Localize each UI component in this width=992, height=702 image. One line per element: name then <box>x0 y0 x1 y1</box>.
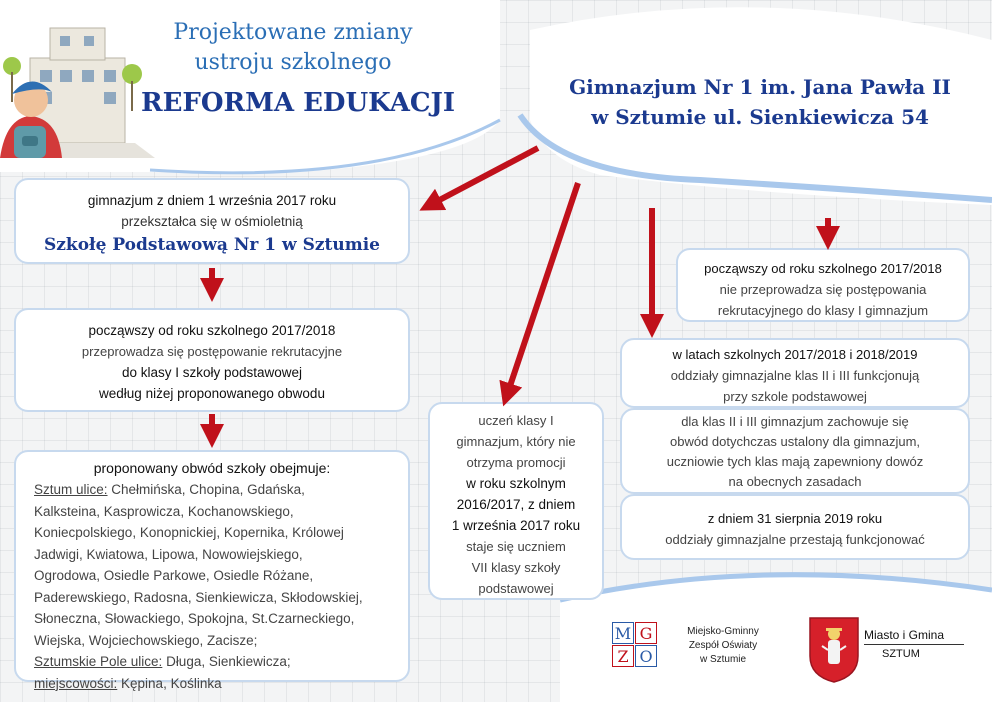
box3-street-line: Kalksteina, Kasprowicza, Kochanowskiego, <box>34 503 294 519</box>
org-line2: Zespół Oświaty <box>688 640 758 651</box>
title-line-1: Projektowane zmiany <box>173 20 413 45</box>
mid-line8: VII klasy szkoły <box>471 560 561 575</box>
mid-line7: staje się uczniem <box>466 539 566 554</box>
box3-pole-streets: Długa, Sienkiewicza; <box>162 654 291 669</box>
mgzo-letter: G <box>635 622 657 644</box>
box2-line3: do klasy I szkoły podstawowej <box>121 365 303 380</box>
box2-line2: przeprowadza się postępowanie rekrutacyjne <box>81 344 343 359</box>
mid-line2: gimnazjum, który nie <box>456 434 576 449</box>
box3-street-line: Koniecpolskiego, Konopnickiej, Kopernika, Królowej <box>34 525 344 540</box>
box1-line1: gimnazjum z dniem 1 września 2017 roku <box>87 193 337 208</box>
mid-line4: w roku szkolnym <box>466 476 566 491</box>
r3-line1: dla klas II i III gimnazjum zachowuje się <box>681 414 909 429</box>
city-line1: Miasto i Gmina <box>864 626 964 645</box>
box2-line4: według niżej proponowanego obwodu <box>99 386 325 401</box>
title-line-2: ustroju szkolnego <box>194 50 392 75</box>
r1-line2: nie przeprowadza się postępowania <box>719 282 927 297</box>
box3-label-sztum: Sztum ulice: <box>34 482 108 497</box>
mid-line9: podstawowej <box>478 581 554 596</box>
coat-of-arms-icon <box>808 616 860 684</box>
r4-line1: z dniem 31 sierpnia 2019 roku <box>707 511 883 526</box>
r2-line2: oddziały gimnazjalne klas II i III funkcjonują <box>670 368 920 383</box>
r1-line1: począwszy od roku szkolnego 2017/2018 <box>704 261 942 276</box>
mgzo-logo <box>612 622 658 668</box>
box3-street-line: Słoneczna, Słowackiego, Spokojna, St.Czarneckiego, <box>34 611 355 626</box>
city-name <box>864 626 964 663</box>
r4-line2: oddziały gimnazjalne przestają funkcjonować <box>665 532 925 547</box>
org-line1: Miejsko-Gminny <box>687 626 759 637</box>
r3-line4: na obecnych zasadach <box>728 474 862 489</box>
school-name-line-2: w Sztumie ul. Sienkiewicza 54 <box>591 105 929 129</box>
box3-street-line: Paderewskiego, Radosna, Sienkiewicza, Skłodowskiej, <box>34 589 363 605</box>
arrow-to-student-box <box>507 183 578 395</box>
mid-line5: 2016/2017, z dniem <box>456 497 576 512</box>
mgzo-letter: M <box>612 622 634 644</box>
mid-line3: otrzyma promocji <box>466 455 566 470</box>
box3-heading: proponowany obwód szkoły obejmuje: <box>93 460 331 476</box>
school-name-line-1: Gimnazjum Nr 1 im. Jana Pawła II <box>569 75 951 99</box>
box1-school-name: Szkołę Podstawową Nr 1 w Sztumie <box>44 235 380 255</box>
r3-line2: obwód dotychczas ustalony dla gimnazjum, <box>669 434 921 449</box>
box3-street-line: Ogrodowa, Osiedle Parkowe, Osiedle Różane, <box>34 568 314 583</box>
arrow-to-transformation <box>430 148 538 205</box>
org-name <box>668 625 778 667</box>
mid-line1: uczeń klasy I <box>478 413 554 428</box>
box1-line2: przekształca się w ośmioletnią <box>121 214 303 229</box>
mgzo-letter: O <box>635 645 657 667</box>
mid-line6: 1 września 2017 roku <box>451 518 581 533</box>
r1-line3: rekrutacyjnego do klasy I gimnazjum <box>717 303 929 318</box>
box3-streets-first: Chełmińska, Chopina, Gdańska, <box>107 482 305 497</box>
box3-label-pole: Sztumskie Pole ulice: <box>34 654 163 669</box>
r2-line1: w latach szkolnych 2017/2018 i 2018/2019 <box>672 347 918 362</box>
city-line2: SZTUM <box>882 648 920 660</box>
box3-street-line: Jadwigi, Kwiatowa, Lipowa, Nowowiejskiego, <box>34 546 303 562</box>
box3-miejsc-values: Kępina, Koślinka <box>117 675 222 691</box>
box3-street-line: Wiejska, Wojciechowskiego, Zacisze; <box>34 632 258 648</box>
r2-line3: przy szkole podstawowej <box>723 389 867 404</box>
box2-line1: począwszy od roku szkolnego 2017/2018 <box>88 323 336 338</box>
r3-line3: uczniowie tych klas mają zapewniony dowóz <box>666 454 924 469</box>
org-line3: w Sztumie <box>699 654 747 665</box>
title-main: REFORMA EDUKACJI <box>140 88 456 118</box>
mgzo-letter: Z <box>612 645 634 667</box>
box3-label-miejsc: miejscowości: <box>34 675 118 691</box>
